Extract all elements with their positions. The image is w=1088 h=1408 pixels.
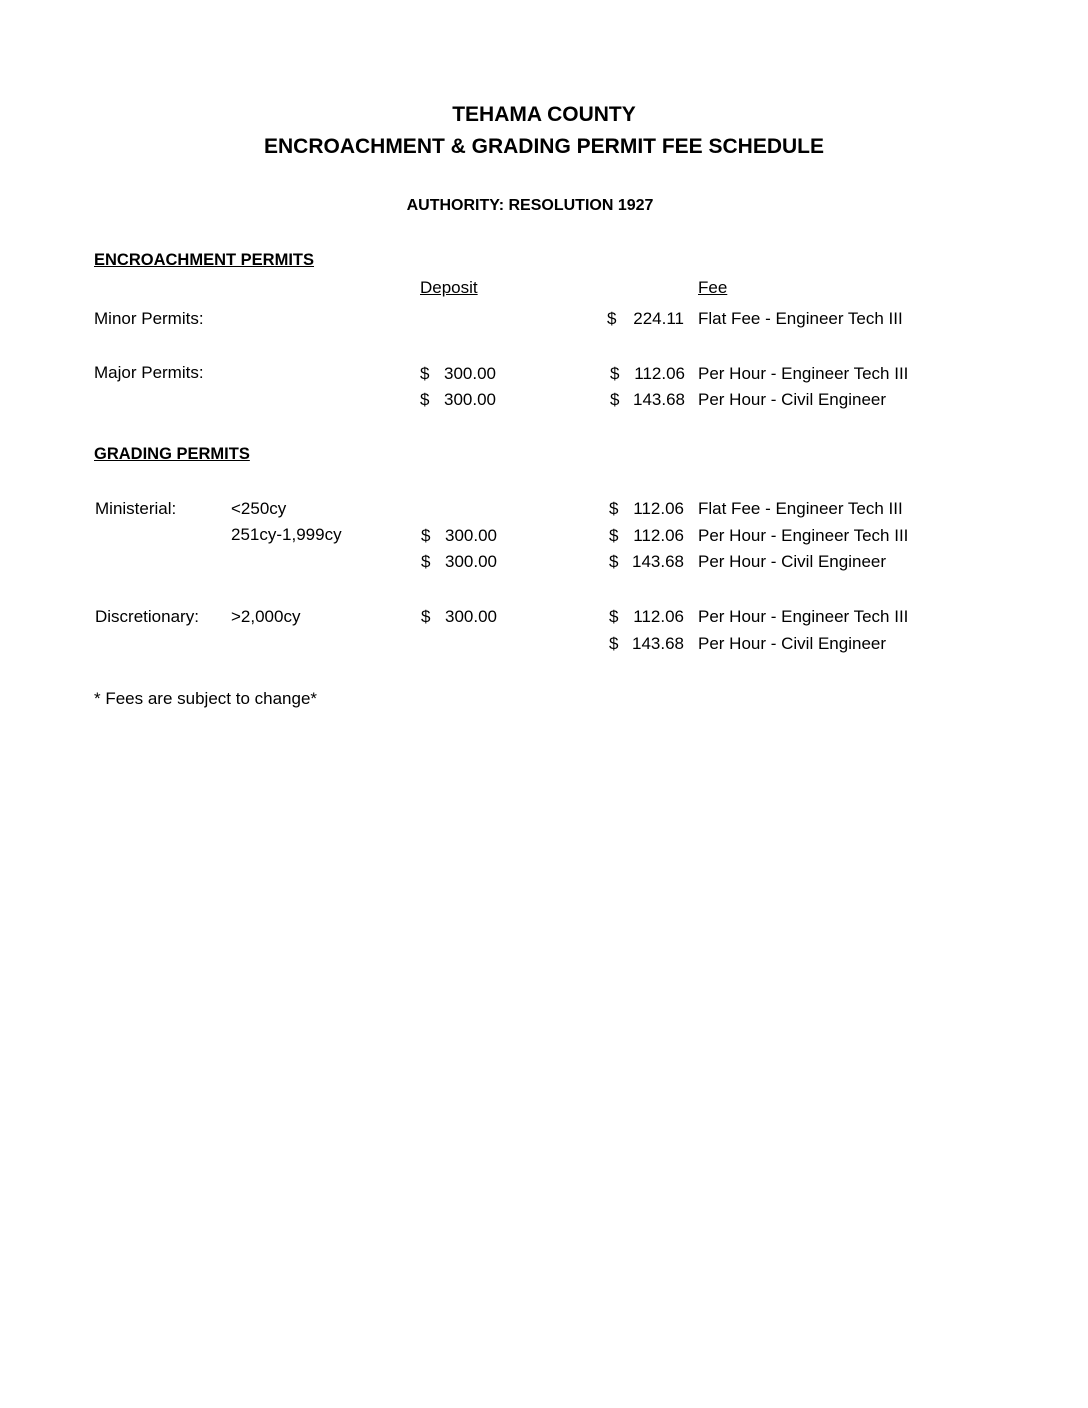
authority-line: AUTHORITY: RESOLUTION 1927 <box>406 197 654 214</box>
minor-permits-label: Minor Permits: <box>94 309 204 328</box>
ministerial-row1-fee-amount: 112.06 <box>633 499 684 518</box>
major-row1-fee-currency: $ <box>610 364 620 383</box>
discretionary-row2-fee-currency: $ <box>609 634 619 653</box>
ministerial-row1-fee-currency: $ <box>609 499 619 518</box>
discretionary-row1-fee-desc: Per Hour - Engineer Tech III <box>698 607 909 626</box>
minor-fee-desc: Flat Fee - Engineer Tech III <box>698 309 903 328</box>
fees-footnote: * Fees are subject to change* <box>94 689 318 708</box>
ministerial-row2-fee-desc: Per Hour - Engineer Tech III <box>698 526 909 545</box>
fee-column-header: Fee <box>698 278 728 297</box>
ministerial-row2-fee-amount: 112.06 <box>633 526 684 545</box>
major-row2-fee-desc: Per Hour - Civil Engineer <box>698 390 887 409</box>
deposit-column-header: Deposit <box>420 278 478 297</box>
major-row2-fee-amount: 143.68 <box>633 390 685 409</box>
ministerial-row2-deposit-amount: 300.00 <box>445 526 497 545</box>
major-row1-deposit-currency: $ <box>420 364 430 383</box>
major-row1-fee-desc: Per Hour - Engineer Tech III <box>698 364 909 383</box>
ministerial-row2-fee-currency: $ <box>609 526 619 545</box>
county-title: TEHAMA COUNTY <box>452 103 636 126</box>
grading-heading: GRADING PERMITS <box>94 445 250 463</box>
major-row1-fee-amount: 112.06 <box>634 364 685 383</box>
discretionary-row2-fee-amount: 143.68 <box>632 634 684 653</box>
ministerial-row3-deposit-currency: $ <box>421 552 431 571</box>
document-title: ENCROACHMENT & GRADING PERMIT FEE SCHEDULE <box>263 135 825 158</box>
ministerial-row3-fee-desc: Per Hour - Civil Engineer <box>698 552 887 571</box>
discretionary-row1-fee-amount: 112.06 <box>633 607 684 626</box>
major-permits-label: Major Permits: <box>94 363 204 382</box>
ministerial-row3-fee-amount: 143.68 <box>632 552 684 571</box>
major-row2-fee-currency: $ <box>610 390 620 409</box>
ministerial-range-small: <250cy <box>231 499 287 518</box>
major-row2-deposit-currency: $ <box>420 390 430 409</box>
ministerial-row1-fee-desc: Flat Fee - Engineer Tech III <box>698 499 903 518</box>
ministerial-row3-deposit-amount: 300.00 <box>445 552 497 571</box>
ministerial-label: Ministerial: <box>95 499 177 518</box>
ministerial-range-medium: 251cy-1,999cy <box>231 525 342 544</box>
minor-fee-amount: 224.11 <box>633 309 684 328</box>
major-row2-deposit-amount: 300.00 <box>444 390 496 409</box>
ministerial-row2-deposit-currency: $ <box>421 526 431 545</box>
discretionary-row2-fee-desc: Per Hour - Civil Engineer <box>698 634 887 653</box>
ministerial-row3-fee-currency: $ <box>609 552 619 571</box>
encroachment-heading: ENCROACHMENT PERMITS <box>94 251 315 269</box>
discretionary-range: >2,000cy <box>231 607 301 626</box>
minor-fee-currency: $ <box>607 309 617 328</box>
discretionary-label: Discretionary: <box>95 607 199 626</box>
major-row1-deposit-amount: 300.00 <box>444 364 496 383</box>
discretionary-row1-deposit-amount: 300.00 <box>445 607 497 626</box>
discretionary-row1-deposit-currency: $ <box>421 607 431 626</box>
discretionary-row1-fee-currency: $ <box>609 607 619 626</box>
